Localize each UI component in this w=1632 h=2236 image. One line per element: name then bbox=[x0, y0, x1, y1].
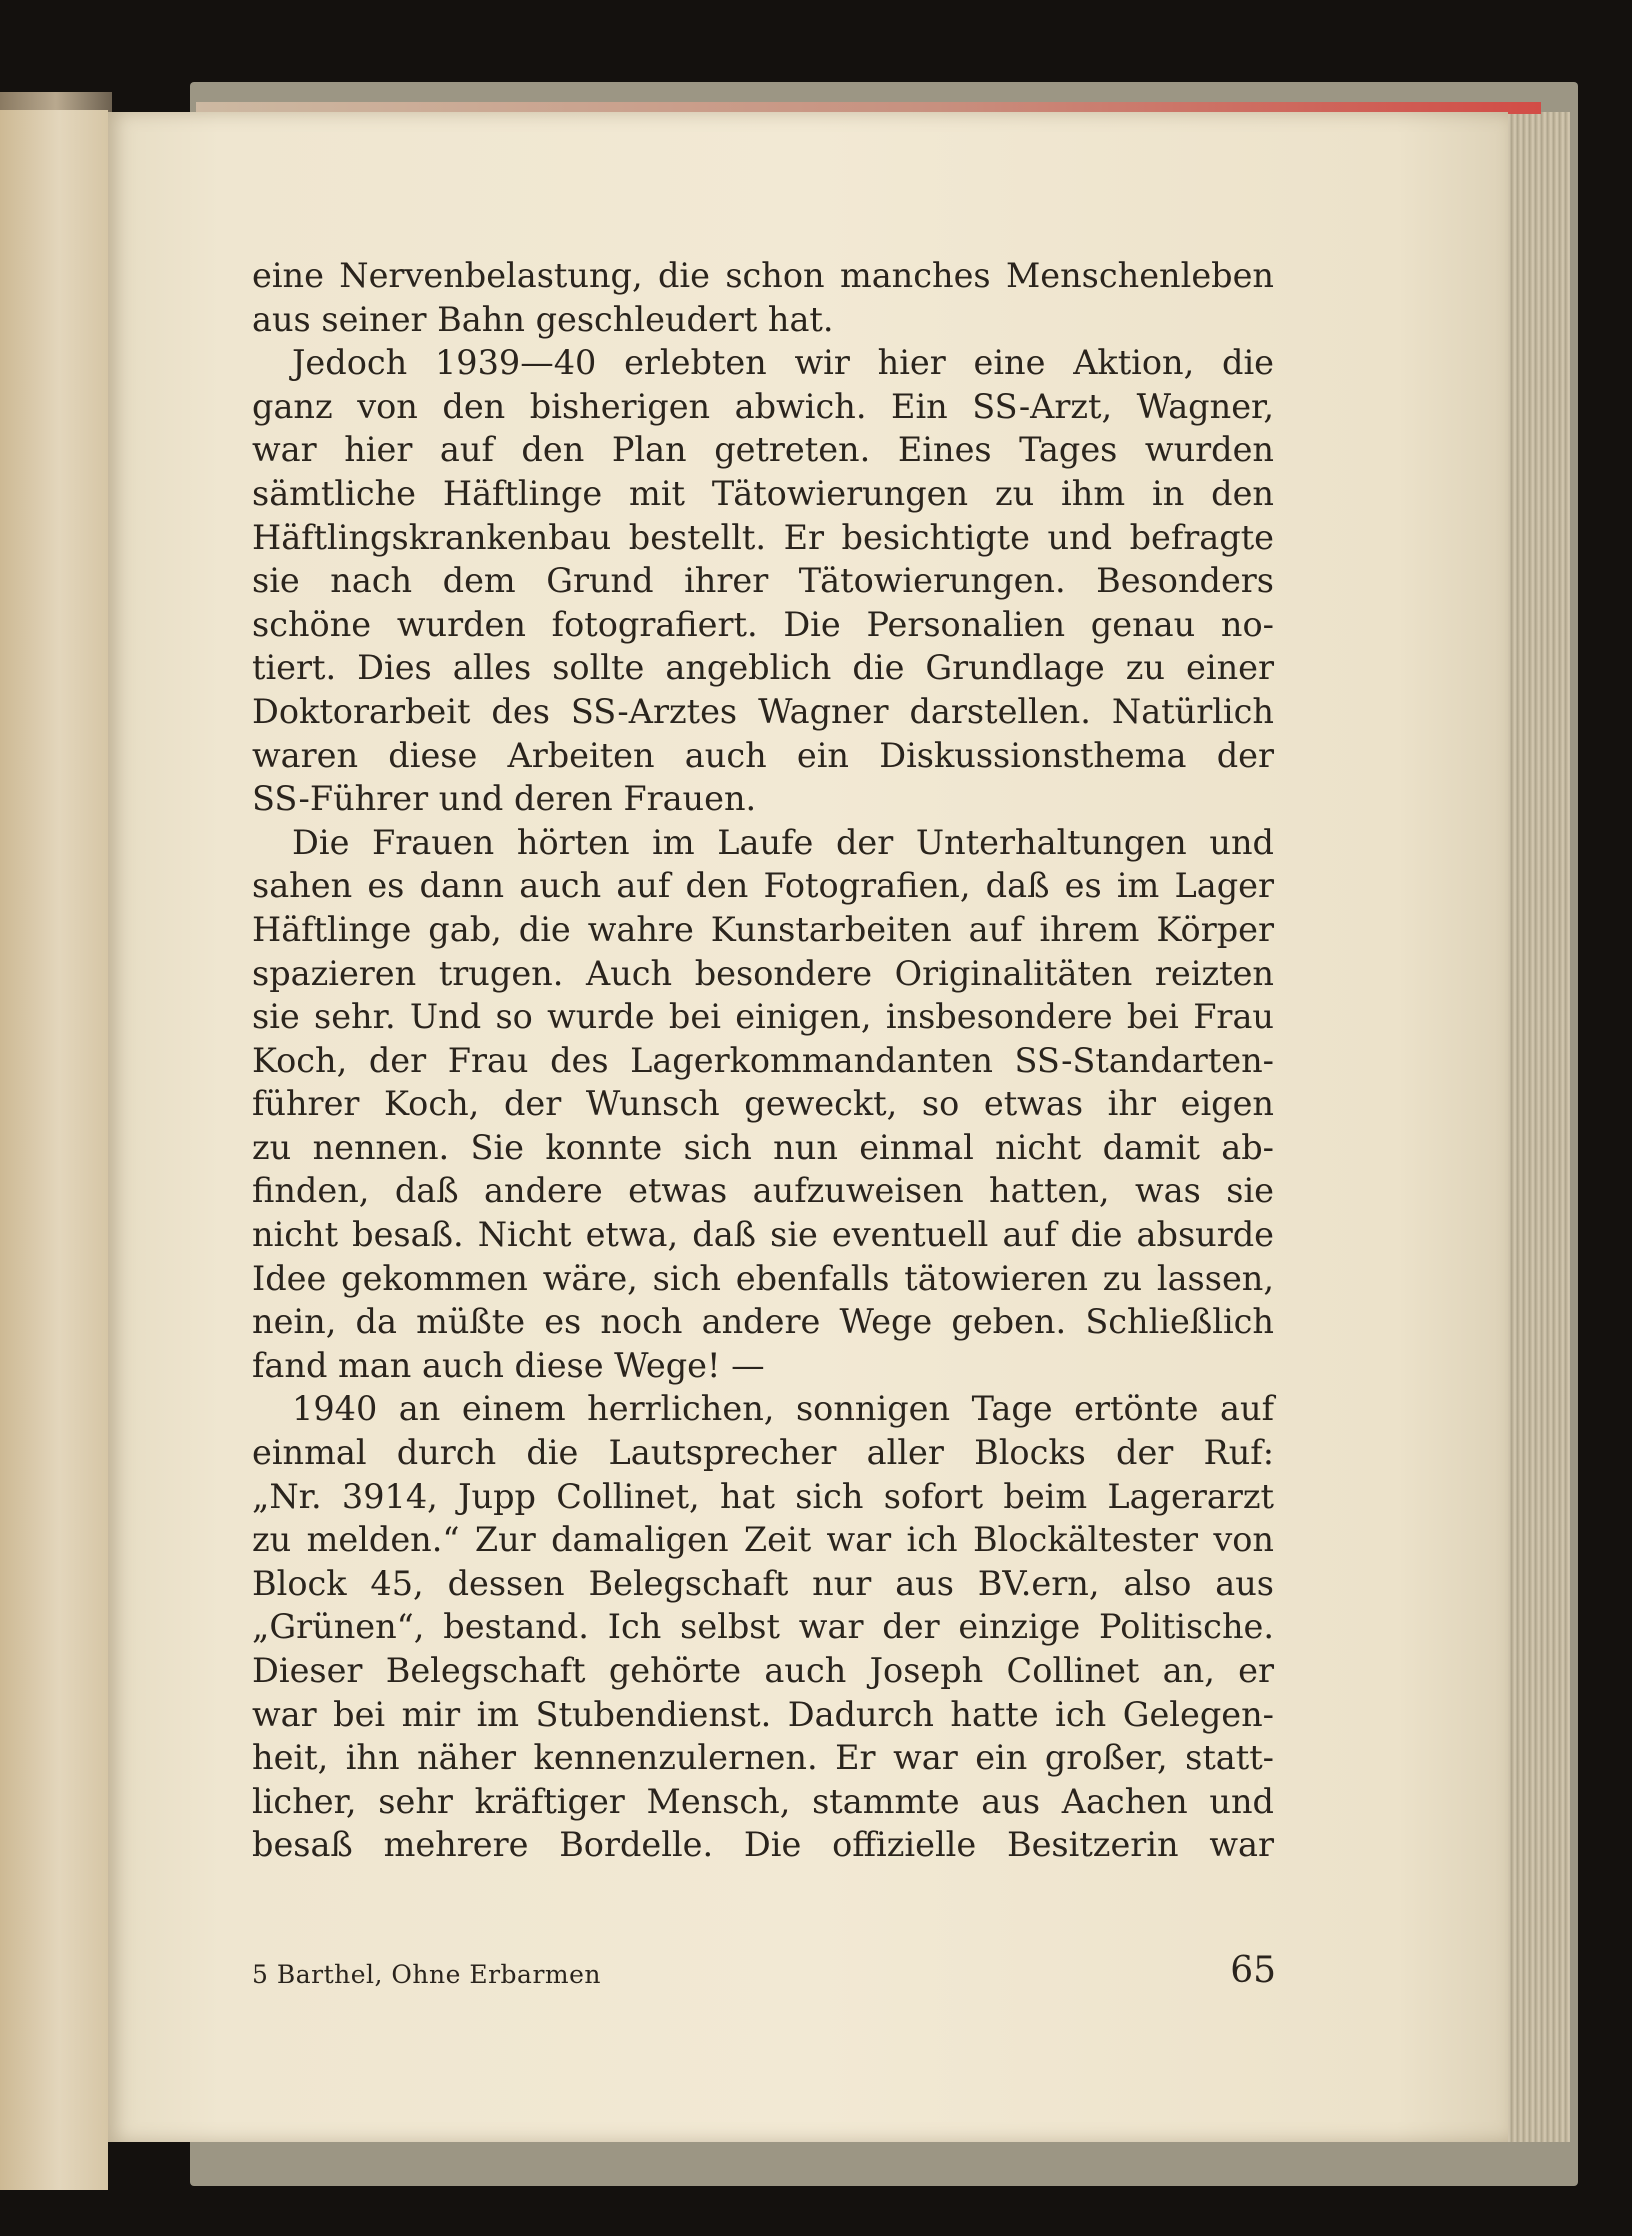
text-line: 1940 an einem herrlichen, sonnigen Tage ertönte auf bbox=[292, 1389, 1274, 1429]
text-line: „Nr. 3914, Jupp Collinet, hat sich sofort beim Lagerarzt bbox=[252, 1476, 1274, 1516]
footer-signature: 5 Barthel, Ohne Erbarmen bbox=[252, 1960, 602, 1989]
text-line: tiert. Dies alles sollte angeblich die Grundlage zu einer bbox=[252, 648, 1274, 688]
text-line: sahen es dann auch auf den Fotografien, daß es im Lager bbox=[252, 866, 1274, 906]
text-line: zu melden.“ Zur damaligen Zeit war ich Blockältester von bbox=[252, 1520, 1274, 1560]
text-line: finden, daß andere etwas aufzuweisen hatten, was sie bbox=[252, 1171, 1274, 1211]
text-line: sämtliche Häftlinge mit Tätowierungen zu ihm in den bbox=[252, 473, 1274, 513]
text-line: spazieren trugen. Auch besondere Originalitäten reizten bbox=[252, 953, 1274, 993]
text-line: Koch, der Frau des Lagerkommandanten SS-Standarten- bbox=[252, 1040, 1274, 1080]
text-line: „Grünen“, bestand. Ich selbst war der einzige Politische. bbox=[252, 1607, 1274, 1647]
text-line: fand man auch diese Wege! — bbox=[252, 1345, 765, 1385]
text-line: führer Koch, der Wunsch geweckt, so etwas ihr eigen bbox=[252, 1084, 1274, 1124]
text-line: war bei mir im Stubendienst. Dadurch hatte ich Gelegen- bbox=[252, 1694, 1274, 1734]
text-line: zu nennen. Sie konnte sich nun einmal nicht damit ab- bbox=[252, 1127, 1274, 1167]
text-line: eine Nervenbelastung, die schon manches Menschenleben bbox=[252, 256, 1274, 295]
text-line: einmal durch die Lautsprecher aller Blocks der Ruf: bbox=[252, 1433, 1274, 1473]
text-line: ganz von den bisherigen abwich. Ein SS-Arzt, Wagner, bbox=[252, 386, 1274, 426]
text-line: sie sehr. Und so wurde bei einigen, insbesondere bei Frau bbox=[252, 997, 1274, 1037]
text-line: Jedoch 1939—40 erlebten wir hier eine Aktion, die bbox=[292, 343, 1274, 383]
text-line: heit, ihn näher kennenzulernen. Er war ein großer, statt- bbox=[252, 1738, 1274, 1778]
text-line: besaß mehrere Bordelle. Die offizielle Besitzerin war bbox=[252, 1825, 1274, 1865]
text-line: sie nach dem Grund ihrer Tätowierungen. Besonders bbox=[252, 561, 1274, 601]
text-line: licher, sehr kräftiger Mensch, stammte aus Aachen und bbox=[252, 1781, 1274, 1821]
text-line: SS-Führer und deren Frauen. bbox=[252, 779, 757, 819]
text-line: nein, da müßte es noch andere Wege geben. Schließlich bbox=[252, 1302, 1274, 1342]
page-number: 65 bbox=[1230, 1950, 1276, 1991]
text-line: aus seiner Bahn geschleudert hat. bbox=[252, 299, 834, 339]
text-line: waren diese Arbeiten auch ein Diskussionsthema der bbox=[252, 735, 1274, 775]
text-line: Häftlinge gab, die wahre Kunstarbeiten auf ihrem Körper bbox=[252, 909, 1274, 949]
text-line: Die Frauen hörten im Laufe der Unterhaltungen und bbox=[292, 822, 1274, 862]
body-text bbox=[252, 254, 1274, 1867]
text-line: Idee gekommen wäre, sich ebenfalls tätowieren zu lassen, bbox=[252, 1258, 1274, 1298]
text-line: schöne wurden fotografiert. Die Personalien genau no- bbox=[252, 604, 1274, 644]
text-line: Doktorarbeit des SS-Arztes Wagner darstellen. Natürlich bbox=[252, 691, 1274, 731]
left-page-edge bbox=[0, 92, 112, 112]
text-line: war hier auf den Plan getreten. Eines Tages wurden bbox=[252, 430, 1274, 470]
page-stack-edge bbox=[1500, 112, 1570, 2142]
facing-page bbox=[0, 110, 108, 2190]
text-line: Dieser Belegschaft gehörte auch Joseph Collinet an, er bbox=[252, 1651, 1274, 1690]
text-line: Häftlingskrankenbau bestellt. Er besichtigte und befragte bbox=[252, 517, 1274, 557]
text-line: nicht besaß. Nicht etwa, daß sie eventuell auf die absurde bbox=[252, 1215, 1274, 1255]
text-line: Block 45, dessen Belegschaft nur aus BV.ern, also aus bbox=[252, 1563, 1274, 1603]
